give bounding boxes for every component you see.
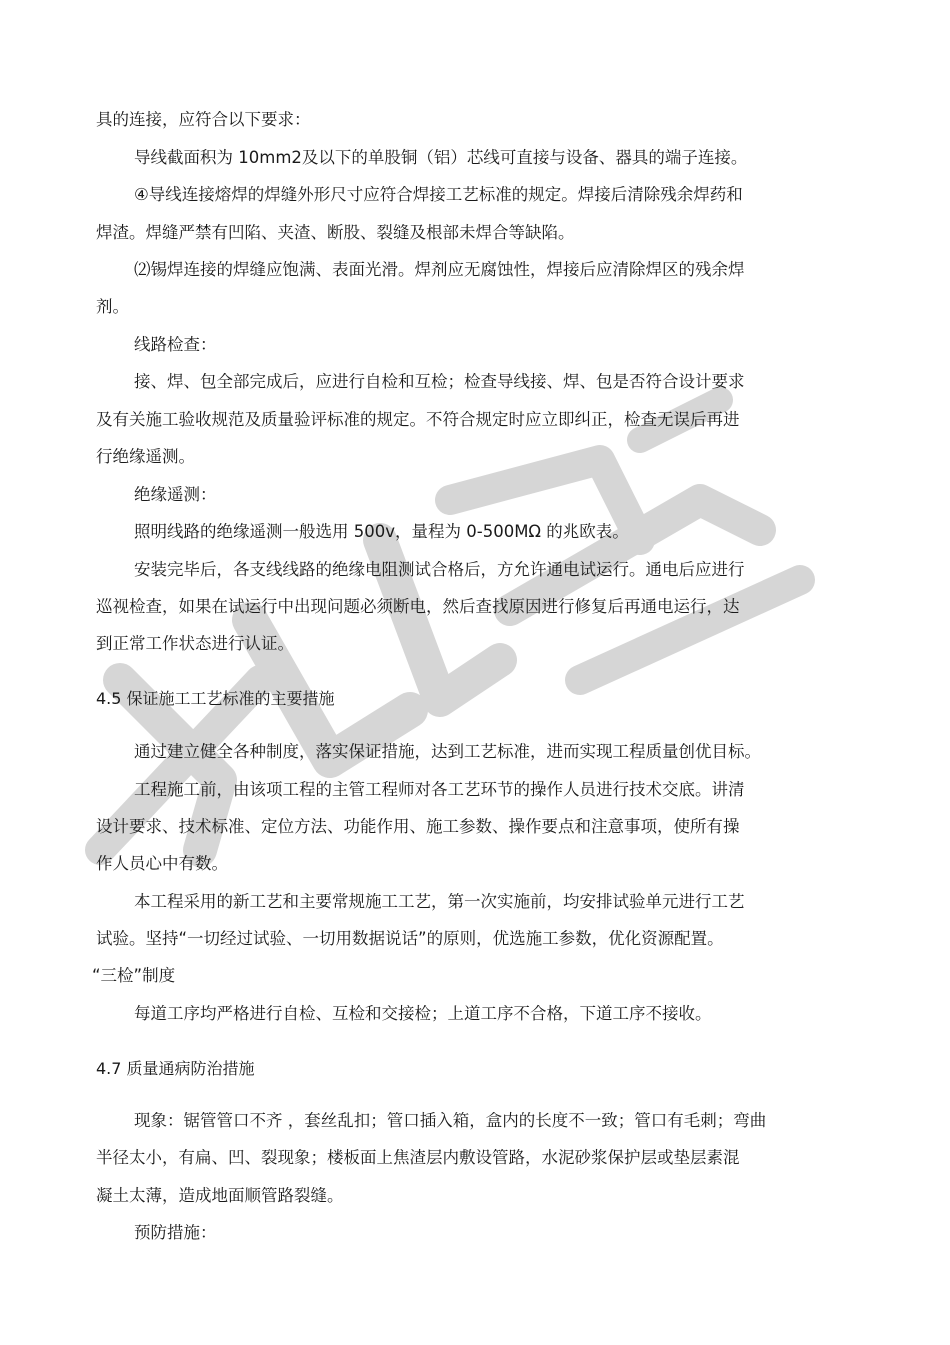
text-line: 作人员心中有数。 bbox=[96, 854, 228, 873]
text-line: 行绝缘遥测。 bbox=[96, 447, 195, 466]
text-line: 及有关施工验收规范及质量验评标准的规定。不符合规定时应立即纠正，检查无误后再进 bbox=[96, 410, 740, 429]
text-line: 照明线路的绝缘遥测一般选用 500v，量程为 0-500MΩ 的兆欧表。 bbox=[134, 522, 629, 541]
text-line: 每道工序均严格进行自检、互检和交接检；上道工序不合格，下道工序不接收。 bbox=[134, 1004, 712, 1023]
text-line: 通过建立健全各种制度，落实保证措施，达到工艺标准，进而实现工程质量创优目标。 bbox=[134, 742, 761, 761]
text-line: 线路检查： bbox=[134, 335, 217, 354]
text-line: 安装完毕后，各支线线路的绝缘电阻测试合格后，方允许通电试运行。通电后应进行 bbox=[134, 560, 745, 579]
text-line: 半径太小，有扁、凹、裂现象；楼板面上焦渣层内敷设管路，水泥砂浆保护层或垫层素混 bbox=[96, 1148, 740, 1167]
text-line: 现象：锯管管口不齐 ，套丝乱扣；管口插入箱，盒内的长度不一致；管口有毛刺；弯曲 bbox=[134, 1111, 767, 1130]
text-line: 接、焊、包全部完成后，应进行自检和互检；检查导线接、焊、包是否符合设计要求 bbox=[134, 372, 745, 391]
text-line: 预防措施： bbox=[134, 1223, 217, 1242]
text-line: 工程施工前，由该项工程的主管工程师对各工艺环节的操作人员进行技术交底。讲清 bbox=[134, 780, 745, 799]
text-line: 到正常工作状态进行认证。 bbox=[96, 634, 294, 653]
section-heading: 4.7 质量通病防治措施 bbox=[96, 1059, 255, 1078]
text-line: 设计要求、技术标准、定位方法、功能作用、施工参数、操作要点和注意事项，使所有操 bbox=[96, 817, 740, 836]
text-line: 凝土太薄，造成地面顺管路裂缝。 bbox=[96, 1186, 344, 1205]
section-heading: 4.5 保证施工工艺标准的主要措施 bbox=[96, 689, 335, 708]
text-line: 导线截面积为 10mm2及以下的单股铜（铝）芯线可直接与设备、器具的端子连接。 bbox=[134, 148, 748, 167]
text-line: ⑵锡焊连接的焊缝应饱满、表面光滑。焊剂应无腐蚀性，焊接后应清除焊区的残余焊 bbox=[134, 260, 745, 279]
text-line: 焊渣。焊缝严禁有凹陷、夹渣、断股、裂缝及根部未焊合等缺陷。 bbox=[96, 223, 575, 242]
text-line: 试验。坚持“一切经过试验、一切用数据说话”的原则，优选施工参数，优化资源配置。 bbox=[96, 929, 724, 948]
text-line: 剂。 bbox=[96, 297, 129, 316]
text-line: 巡视检查，如果在试运行中出现问题必须断电，然后查找原因进行修复后再通电运行，达 bbox=[96, 597, 740, 616]
text-line: 绝缘遥测： bbox=[134, 485, 217, 504]
text-line: 具的连接，应符合以下要求： bbox=[96, 110, 311, 129]
text-line: “三检”制度 bbox=[92, 966, 176, 985]
text-line: ④导线连接熔焊的焊缝外形尺寸应符合焊接工艺标准的规定。焊接后清除残余焊药和 bbox=[134, 185, 743, 204]
text-line: 本工程采用的新工艺和主要常规施工工艺，第一次实施前，均安排试验单元进行工艺 bbox=[134, 892, 745, 911]
